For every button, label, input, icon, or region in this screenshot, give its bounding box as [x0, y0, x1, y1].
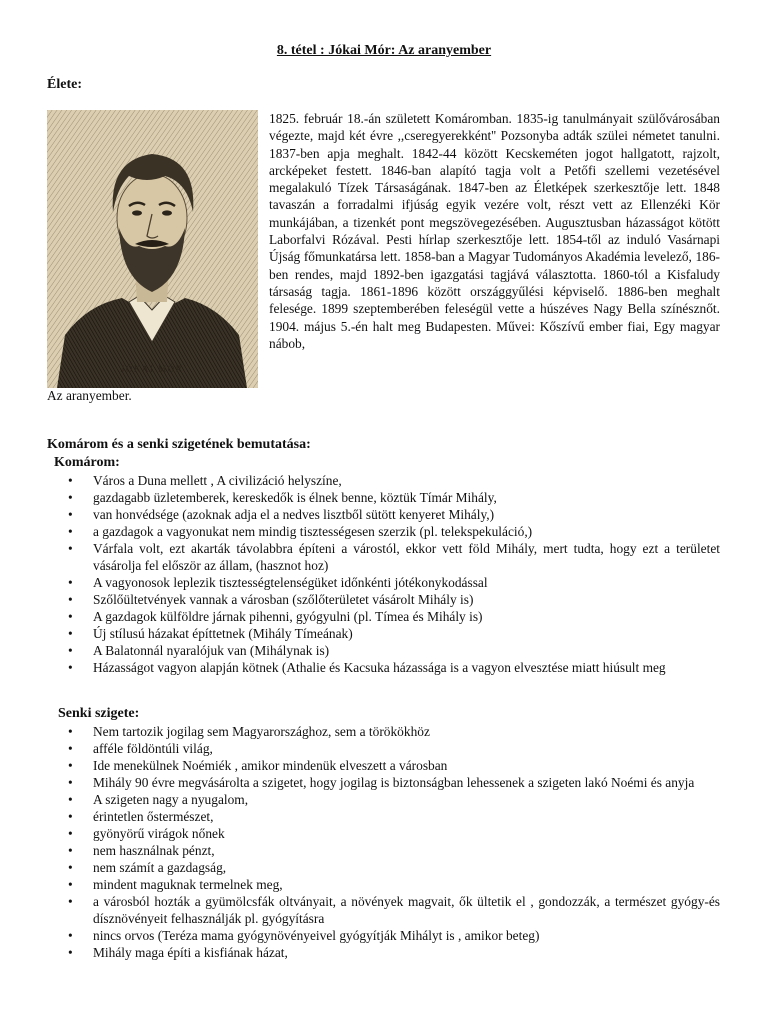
list-item: • Szőlőültetvények vannak a városban (szőlőterületet vásárolt Mihály is)	[0, 591, 720, 608]
list-item: • afféle földöntúli világ,	[0, 740, 720, 757]
list-item: • mindent maguknak termelnek meg,	[0, 876, 720, 893]
list-item: • nincs orvos (Teréza mama gyógynövényeivel gyógyítják Mihályt is , amikor beteg)	[0, 927, 720, 944]
list-item: • gyönyörű virágok nőnek	[0, 825, 720, 842]
section-heading: Komárom és a senki szigetének bemutatása:	[47, 437, 311, 452]
list-item: • Mihály maga építi a kisfiának házat,	[0, 944, 720, 961]
list-item: • Ide menekülnek Noémiék , amikor mindenük elveszett a városban	[0, 757, 720, 774]
biography-tail: Az aranyember.	[47, 388, 132, 403]
list-item: • Új stílusú házakat építtetnek (Mihály Tímeának)	[0, 625, 720, 642]
elete-heading: Élete:	[47, 77, 82, 92]
list-item: • gazdagabb üzletemberek, kereskedők is élnek benne, köztük Tímár Mihály,	[0, 489, 720, 506]
list-item: • a gazdagok a vagyonukat nem mindig tisztességesen szerzik (pl. telekspekuláció,)	[0, 523, 720, 540]
portrait-image	[47, 110, 258, 388]
komarom-heading: Komárom:	[54, 455, 120, 470]
list-item: • Házasságot vagyon alapján kötnek (Athalie és Kacsuka házassága is a vagyon elvesztése miatt hiúsult meg	[0, 659, 720, 676]
list-item: • A szigeten nagy a nyugalom,	[0, 791, 720, 808]
list-item: • A vagyonosok leplezik tisztességtelenségüket időnkénti jótékonykodással	[0, 574, 720, 591]
document-title: 8. tétel : Jókai Mór: Az aranyember	[276, 43, 492, 58]
list-item: • van honvédsége (azoknak adja el a nedves lisztből sütött kenyeret Mihály,)	[0, 506, 720, 523]
biography-text: 1825. február 18.-án született Komáromban. 1835-ig tanulmányait szülővárosában végezte, majd két évre ,,cseregyerekként'' Pozsonyba adták szülei németet tanulni. 1837-ben apja meghalt. 1842-44 között Kecskeméten jogot hallgatott, rajzolt, arcképeket festett. 1846-ban alapító tagja volt a Petőfi szellemi vezetésével megalakuló Tízek Társaságának. 1847-ben az Életképek szerkesztője lett. 1848 tavaszán a forradalmi ifjúság egyik vezére volt, részt vett az Ellenzéki Kör munkájában, a tizenkét pont megszövegezésében. Augusztusban házasságot kötött Laborfalvi Rózával. Pesti hírlap szerkesztője lett. 1854-től az induló Vasárnapi Újság főmunkatársa lett. 1858-ban a Magyar Tudományos Akadémia levelező, 186-ben rendes, majd 1892-ben igazgatási tagjává választotta. 1860-tól a Kisfaludy társaság tagja. 1861-1896 között országgyűlési képviselő. 1886-ben meghalt felesége. 1899 szeptemberében feleségül vette a húszéves Nagy Bella színésznőt. 1904. május 5.-én halt meg Budapesten. Művei: Kőszívű ember fiai, Egy magyar nábob,	[269, 111, 720, 351]
portrait-engraving-icon	[47, 110, 258, 388]
list-item: • Nem tartozik jogilag sem Magyarországhoz, sem a törökökhöz	[0, 723, 720, 740]
list-item: • Város a Duna mellett , A civilizáció helyszíne,	[0, 472, 720, 489]
list-item: • nem használnak pénzt,	[0, 842, 720, 859]
senki-list	[0, 723, 720, 961]
list-item: • Várfala volt, ezt akarták távolabbra építeni a várostól, ekkor vett föld Mihály, mert tudta, hogy ezt a területet vásárolja fel először az állam, (hasznot hoz)	[0, 540, 720, 574]
list-item: • nem számít a gazdagság,	[0, 859, 720, 876]
list-item: • A Balatonnál nyaralójuk van (Mihálynak is)	[0, 642, 720, 659]
senki-heading: Senki szigete:	[58, 706, 140, 721]
list-item: • Mihály 90 évre megvásárolta a szigetet, hogy jogilag is biztonságban lehessenek a szigeten lakó Noémi és anyja	[0, 774, 720, 791]
list-item: • a városból hozták a gyümölcsfák oltványait, a növények magvait, ők ültetik el , gondozzák, a természet gyógy-és dísznövényeit felhasználják pl. gyógyításra	[0, 893, 720, 927]
komarom-list	[0, 472, 720, 676]
list-item: • A gazdagok külföldre járnak pihenni, gyógyulni (pl. Tímea és Mihály is)	[0, 608, 720, 625]
portrait-caption: JÓKAI MÓR	[120, 364, 184, 374]
list-item: • érintetlen őstermészet,	[0, 808, 720, 825]
